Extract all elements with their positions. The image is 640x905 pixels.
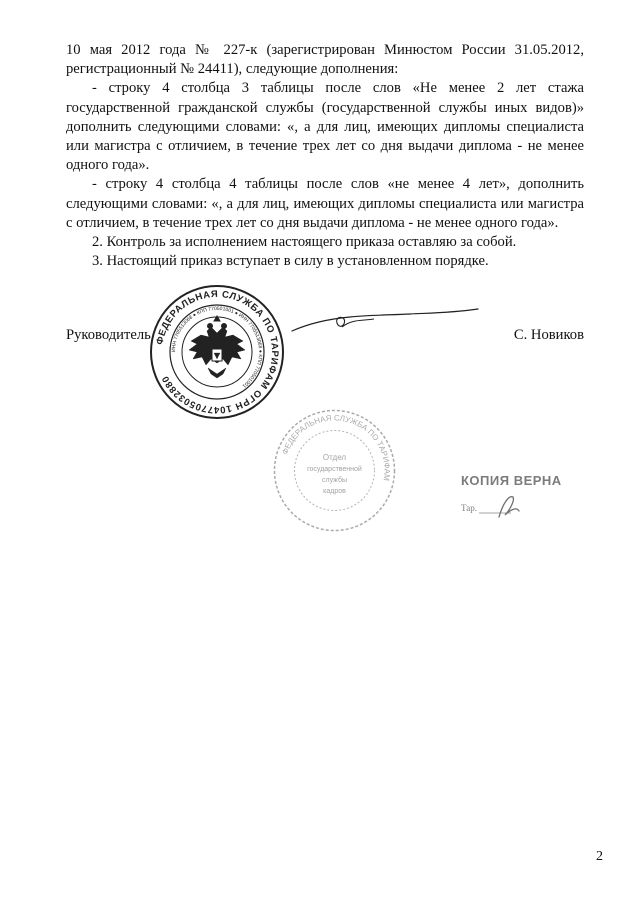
hr-department-stamp bbox=[272, 408, 397, 533]
svg-text:Тар.: Тар. bbox=[461, 503, 478, 513]
svg-text:ФЕДЕРАЛЬНАЯ СЛУЖБА ПО ТАРИФАМ: ФЕДЕРАЛЬНАЯ СЛУЖБА ПО ТАРИФАМ ОГРН 1047705032880 bbox=[154, 288, 281, 416]
svg-text:службы: службы bbox=[322, 477, 347, 484]
svg-text:кадров: кадров bbox=[323, 488, 346, 495]
paragraph-control: 2. Контроль за исполнением настоящего приказа оставляю за собой. bbox=[92, 234, 517, 251]
paragraph-intro: 10 мая 2012 года № 227-к (зарегистрирован Минюстом России 31.05.2012, регистрационный № 24411), следующие дополнения: bbox=[66, 42, 584, 78]
svg-text:ФЕДЕРАЛЬНАЯ СЛУЖБА ПО ТАРИФАМ: ФЕДЕРАЛЬНАЯ СЛУЖБА ПО ТАРИФАМ bbox=[280, 413, 392, 482]
paragraph-effect: 3. Настоящий приказ вступает в силу в установленном порядке. bbox=[92, 253, 489, 270]
handwritten-signature bbox=[290, 305, 480, 345]
official-seal bbox=[148, 283, 286, 421]
paragraph-amendment-1: - строку 4 столбца 3 таблицы после слов «Не менее 2 лет стажа государственной гражданской службы (государственной службы иных видов)» дополнить следующими словами: «, а для лиц, имеющих дипломы специалиста или магистра с отличием, в течение трех лет со дня выдачи диплома - не менее одного года». bbox=[66, 80, 584, 174]
certified-copy-mark bbox=[455, 467, 575, 527]
signatory-name: С. Новиков bbox=[513, 327, 584, 343]
signatory-position: Руководитель bbox=[66, 327, 151, 343]
document-body bbox=[66, 41, 584, 271]
svg-text:государственной: государственной bbox=[307, 466, 362, 473]
page-number: 2 bbox=[596, 849, 603, 864]
svg-text:Отдел: Отдел bbox=[322, 453, 347, 462]
svg-text:ИНН 7705513068 ● КПП 770501001: ИНН 7705513068 ● КПП 770501001 ● ИНН 7705513068 ● КПП 770501001 bbox=[170, 305, 264, 389]
svg-text:КОПИЯ ВЕРНА: КОПИЯ ВЕРНА bbox=[461, 473, 562, 488]
paragraph-amendment-2: - строку 4 столбца 4 таблицы после слов «не менее 4 лет», дополнить следующими словами: «, а для лиц, имеющих дипломы специалиста или магистра с отличием, в течение трех лет со дня выдачи диплома - не менее одного года». bbox=[66, 176, 584, 231]
